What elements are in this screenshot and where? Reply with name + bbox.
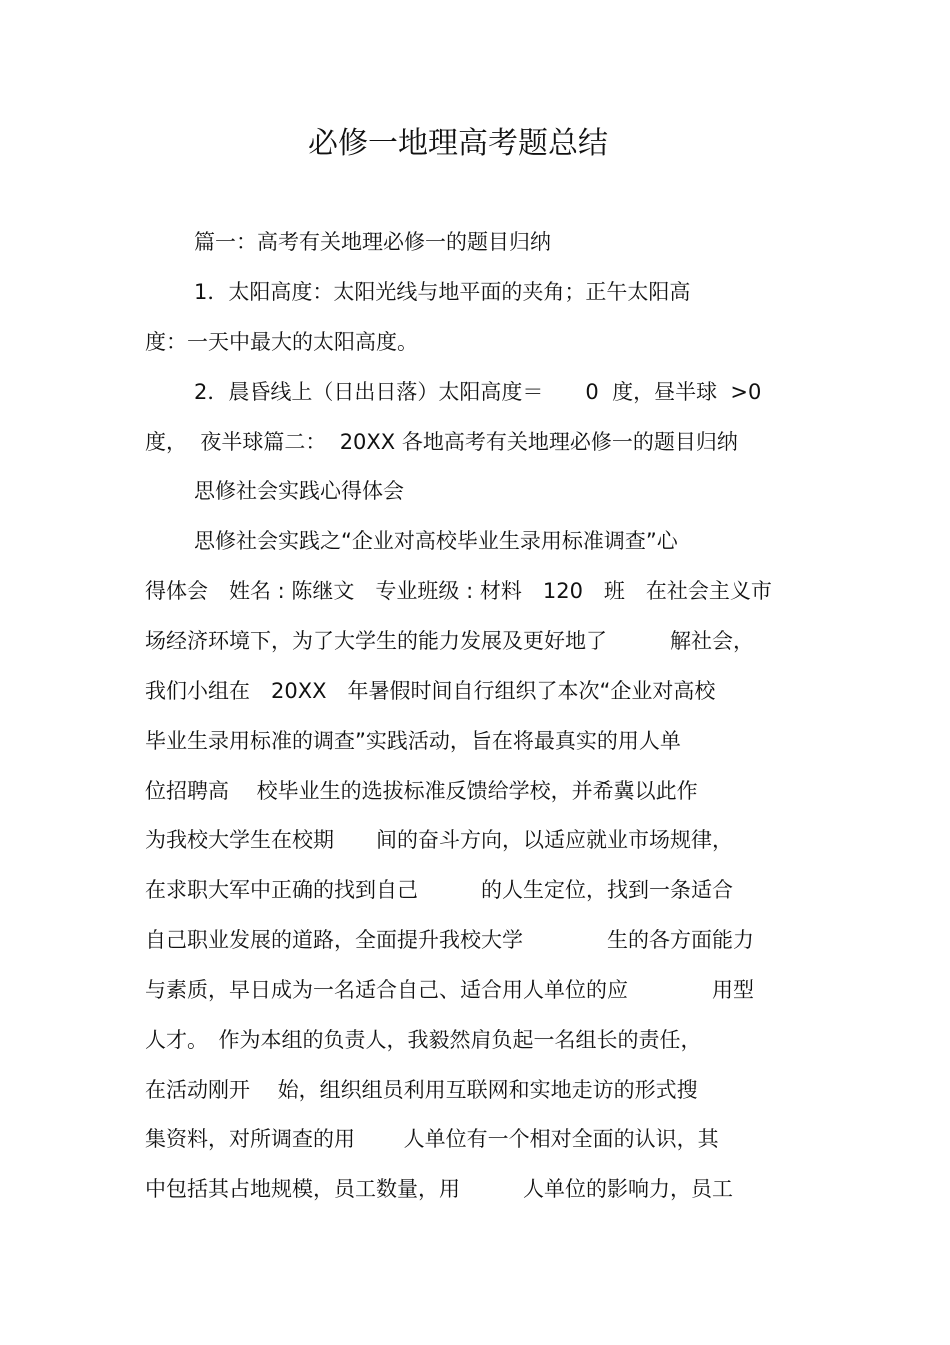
- text-line: 位招聘高 校毕业生的选拔标准反馈给学校，并希冀以此作: [145, 779, 698, 803]
- text-line: 为我校大学生在校期 间的奋斗方向，以适应就业市场规律，: [145, 828, 733, 852]
- text-line: 思修社会实践之“企业对高校毕业生录用标准调查”心: [194, 529, 678, 553]
- text-line: 人才。 作为本组的负责人，我毅然肩负起一名组长的责任，: [145, 1028, 702, 1052]
- text-line: 自己职业发展的道路，全面提升我校大学 生的各方面能力: [145, 928, 754, 952]
- text-line: 度：一天中最大的太阳高度。: [145, 330, 418, 354]
- text-line: 在求职大军中正确的找到自己 的人生定位，找到一条适合: [145, 878, 733, 902]
- text-line: 思修社会实践心得体会: [194, 479, 404, 503]
- text-line: 中包括其占地规模，员工数量，用 人单位的影响力，员工: [145, 1177, 733, 1201]
- text-line: 篇一：高考有关地理必修一的题目归纳: [194, 230, 551, 254]
- text-line: 毕业生录用标准的调查”实践活动，旨在将最真实的用人单: [145, 729, 681, 753]
- text-line: 集资料，对所调查的用 人单位有一个相对全面的认识，其: [145, 1127, 719, 1151]
- text-line: 与素质，早日成为一名适合自己、适合用人单位的应 用型: [145, 978, 754, 1002]
- text-line: 得体会 姓名 : 陈继文 专业班级 : 材料 120 班 在社会主义市: [145, 579, 772, 603]
- text-line: 2．晨昏线上（日出日落）太阳高度＝ 0 度，昼半球 >0: [194, 380, 762, 404]
- text-line: 我们小组在 20XX 年暑假时间自行组织了本次“企业对高校: [145, 679, 716, 703]
- text-line: 场经济环境下，为了大学生的能力发展及更好地了 解社会，: [145, 629, 754, 653]
- text-line: 1．太阳高度：太阳光线与地平面的夹角；正午太阳高: [194, 280, 691, 304]
- document-title: 必修一地理高考题总结: [308, 126, 608, 161]
- text-line: 在活动刚开 始，组织组员利用互联网和实地走访的形式搜: [145, 1078, 698, 1102]
- text-line: 度， 夜半球篇二： 20XX 各地高考有关地理必修一的题目归纳: [145, 430, 738, 454]
